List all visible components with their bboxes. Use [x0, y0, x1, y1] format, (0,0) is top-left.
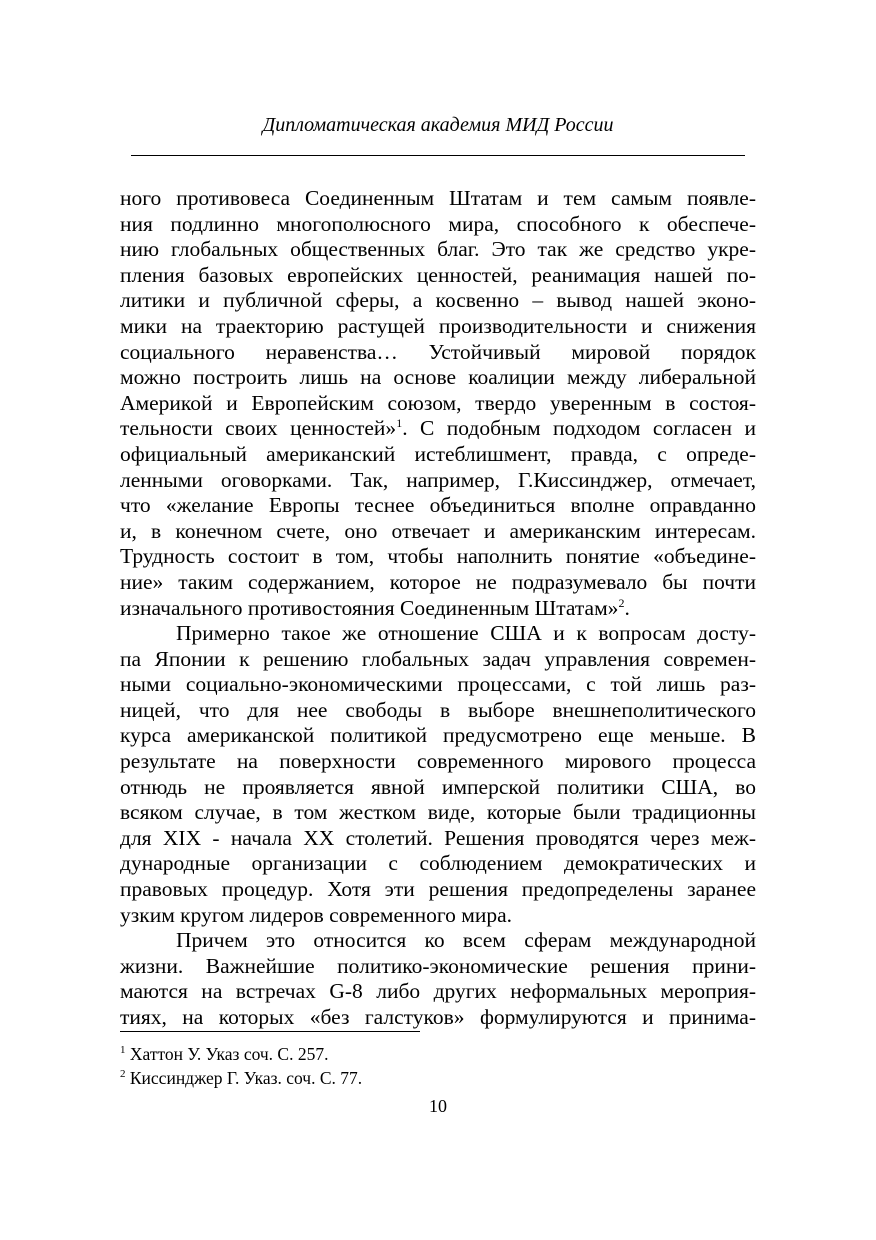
footnote-text: Хаттон У. Указ соч. С. 257.	[125, 1044, 329, 1064]
text-line: тиях, на которых «без галстуков» формулируются и принима-	[120, 1005, 756, 1029]
text-segment: . С подобным подходом согласен и	[402, 416, 756, 441]
body-text	[120, 186, 756, 1031]
text-segment: изначального противостояния Соединенным Штатам»	[120, 595, 619, 620]
text-line: отнюдь не проявляется явной имперской политики США, во	[120, 774, 756, 799]
paragraph	[120, 621, 756, 928]
paragraph	[120, 186, 756, 621]
text-line	[120, 416, 756, 442]
text-line: пления базовых европейских ценностей, реанимация нашей по-	[120, 262, 756, 287]
text-line: ного противовеса Соединенным Штатам и тем самым появле-	[120, 186, 756, 210]
text-line: для XIX - начала XX столетий. Решения проводятся через меж-	[120, 825, 756, 850]
text-line: узким кругом лидеров современного мира.	[120, 902, 513, 927]
text-line: официальный американский истеблишмент, правда, с опреде-	[120, 441, 756, 466]
running-header: Дипломатическая академия МИД России	[262, 114, 614, 136]
text-line: Причем это относится ко всем сферам международной	[176, 928, 756, 953]
text-line: ными социально-экономическими процессами, с той лишь раз-	[120, 672, 756, 697]
footnote-number: 2	[120, 1068, 126, 1081]
footnote-ref-2[interactable]: 2	[618, 595, 625, 610]
text-line: па Японии к решению глобальных задач управления современ-	[120, 646, 756, 671]
text-line: и, в конечном счете, оно отвечает и американским интересам.	[120, 518, 756, 543]
footnote-item	[120, 1042, 756, 1066]
text-line: результате на поверхности современного мирового процесса	[120, 749, 756, 774]
text-line: нию глобальных общественных благ. Это так же средство укре-	[120, 237, 756, 262]
text-line: всяком случае, в том жестком виде, которые были традиционны	[120, 800, 756, 825]
text-segment: тельности своих ценностей»	[120, 416, 397, 441]
footnote-ref-1[interactable]: 1	[396, 416, 403, 431]
text-line: ленными оговорками. Так, например, Г.Киссинджер, отмечает,	[120, 467, 756, 492]
page-number: 10	[429, 1096, 447, 1116]
footnote-text: Киссинджер Г. Указ. соч. С. 77.	[125, 1068, 363, 1088]
text-line: можно построить лишь на основе коалиции между либеральной	[120, 365, 756, 390]
text-line: Трудность состоит в том, чтобы наполнить понятие «объедине-	[120, 544, 756, 569]
paragraph	[120, 928, 756, 1030]
header-divider	[131, 155, 745, 156]
text-line	[120, 596, 756, 622]
text-line: курса американской политикой предусмотрено еще меньше. В	[120, 723, 756, 748]
text-line: маются на встречах G-8 либо других неформальных мероприя-	[120, 979, 756, 1004]
text-line: что «желание Европы теснее объединиться вполне оправданно	[120, 493, 756, 518]
text-line: социального неравенства… Устойчивый мировой порядок	[120, 339, 756, 364]
text-line: ницей, что для нее свободы в выборе внешнеполитического	[120, 697, 756, 722]
footnote-item	[120, 1066, 756, 1090]
text-line: литики и публичной сферы, а косвенно – вывод нашей эконо-	[120, 288, 756, 313]
text-line: дународные организации с соблюдением демократических и	[120, 851, 756, 876]
text-line: ние» таким содержанием, которое не подразумевало бы почти	[120, 569, 756, 594]
text-segment: .	[624, 595, 630, 620]
text-line: правовых процедур. Хотя эти решения предопределены заранее	[120, 877, 756, 902]
text-line: жизни. Важнейшие политико-экономические решения прини-	[120, 953, 756, 978]
text-line: Америкой и Европейским союзом, твердо уверенным в состоя-	[120, 390, 756, 415]
text-line: Примерно такое же отношение США и к вопросам досту-	[176, 621, 756, 646]
footnotes	[120, 1042, 756, 1090]
text-line: ния подлинно многополюсного мира, способного к обеспече-	[120, 211, 756, 236]
text-line: мики на траекторию растущей производительности и снижения	[120, 313, 756, 338]
footnote-number: 1	[120, 1044, 126, 1057]
footnote-divider	[120, 1031, 420, 1032]
